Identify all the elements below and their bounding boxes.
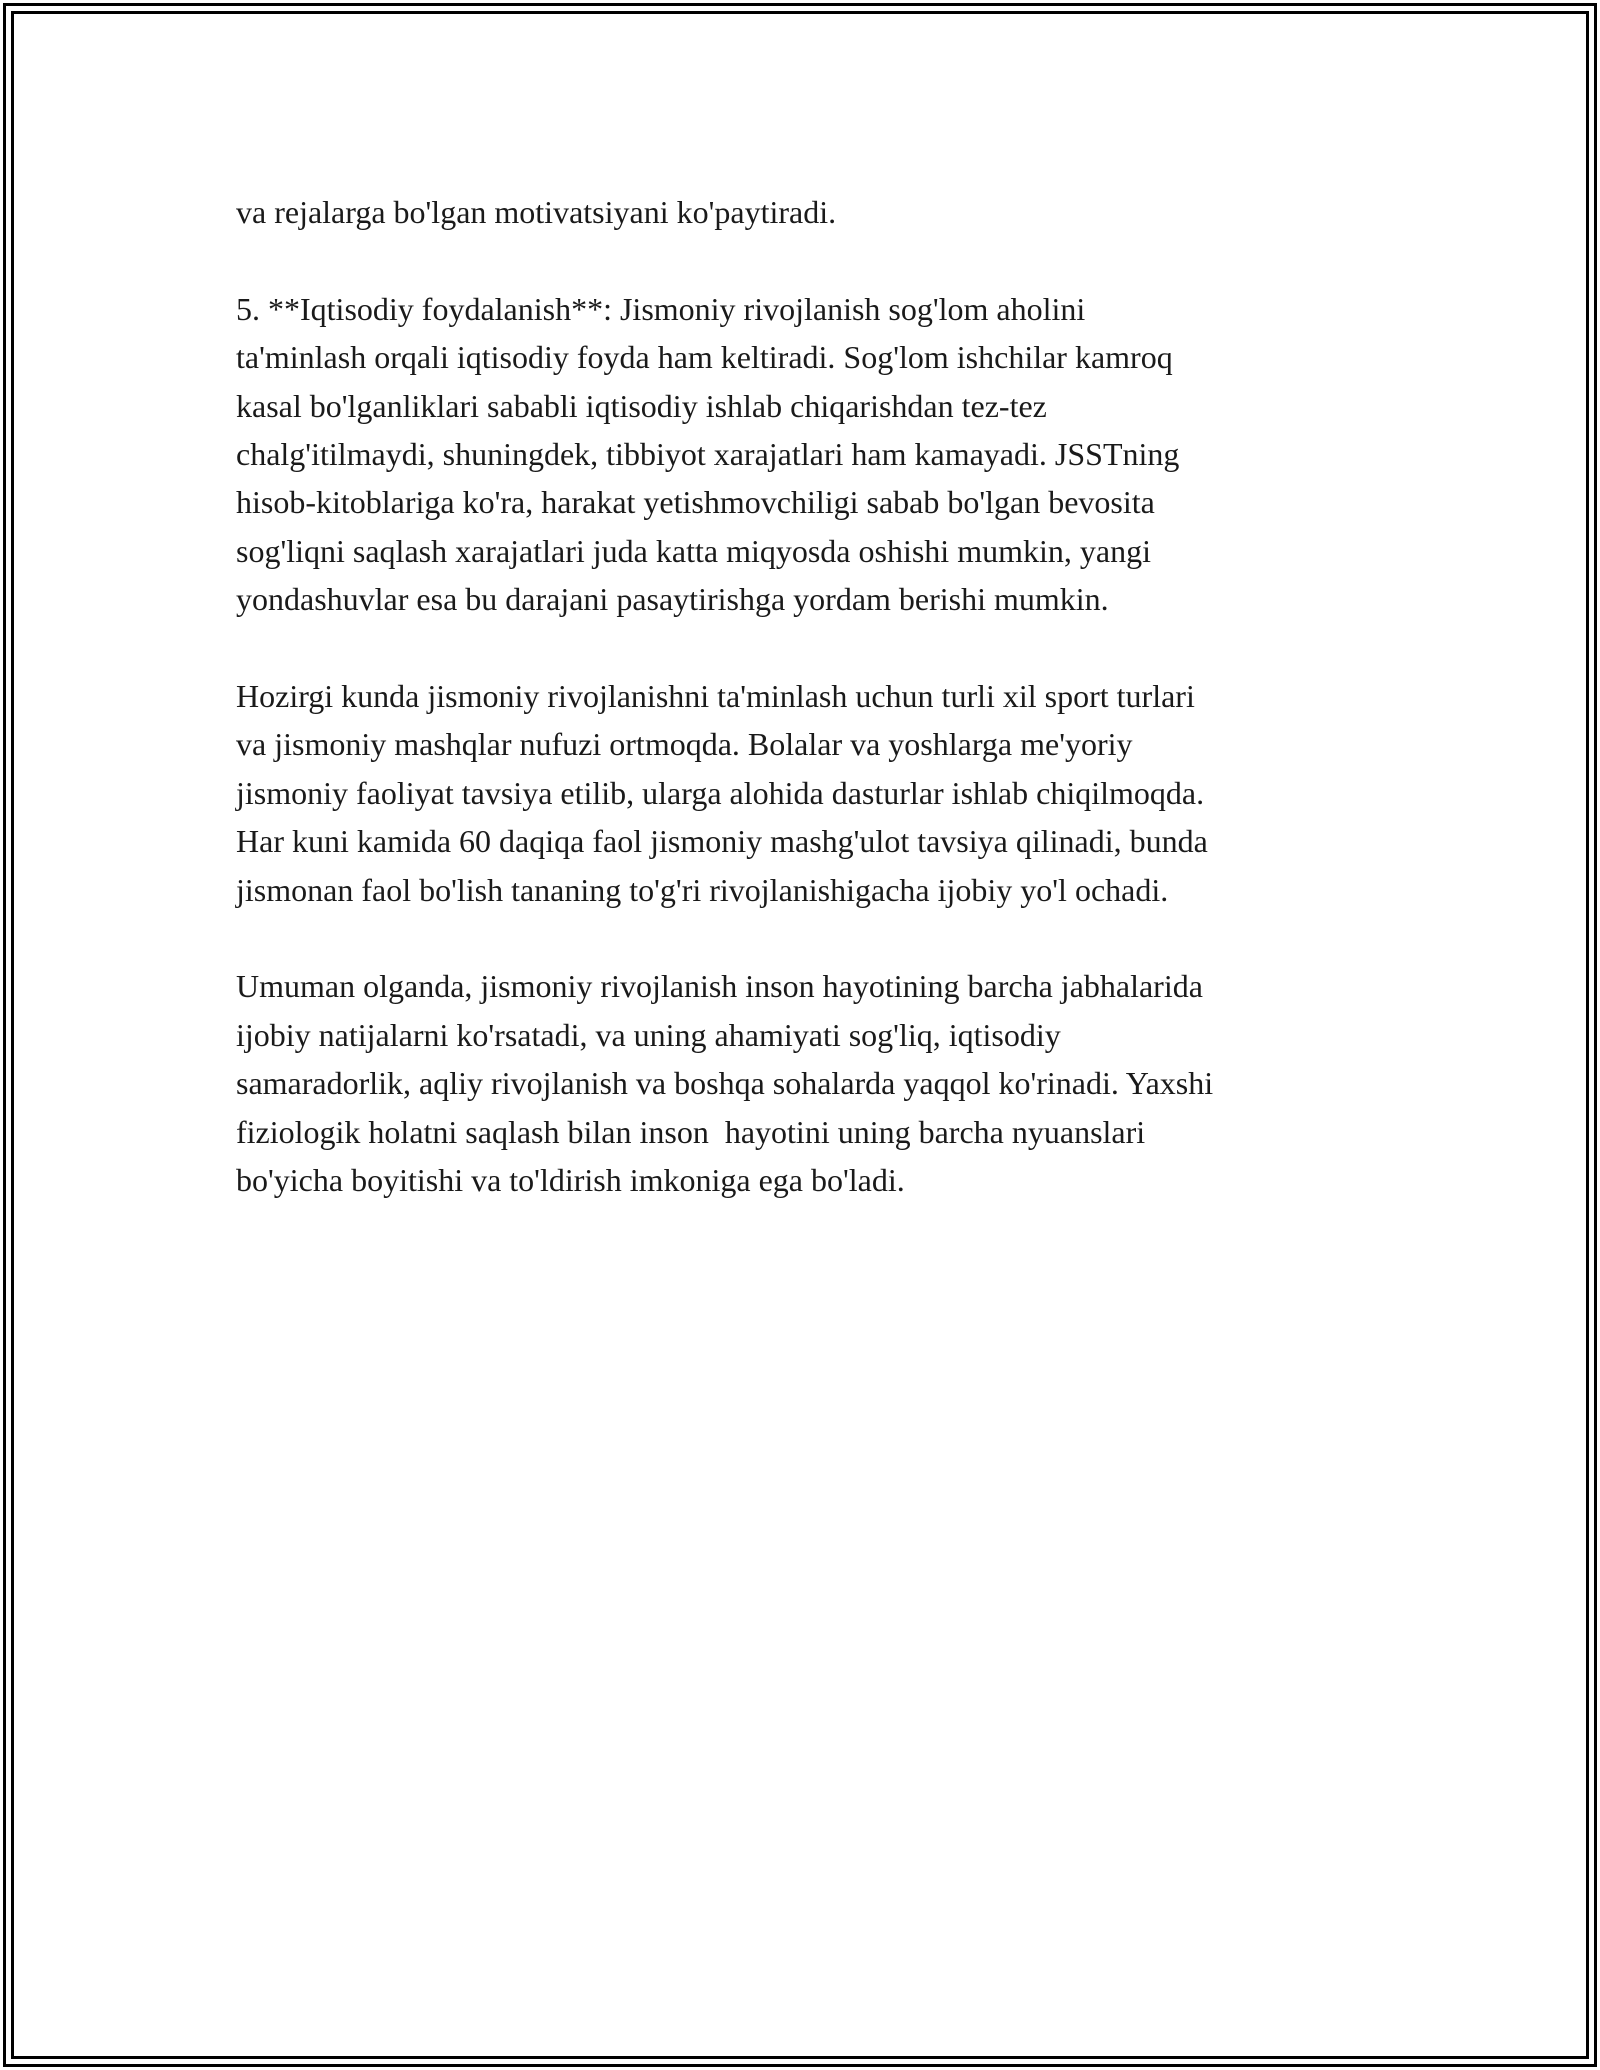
text-line: bo'yicha boyitishi va to'ldirish imkoniga ega bo'ladi. <box>236 1162 905 1199</box>
text-line: sog'liqni saqlash xarajatlari juda katta miqyosda oshishi mumkin, yangi <box>236 532 1151 569</box>
text-line: Hozirgi kunda jismoniy rivojlanishni ta'minlash uchun turli xil sport turlari <box>236 678 1195 715</box>
text-line: 5. **Iqtisodiy foydalanish**: Jismoniy rivojlanish sog'lom aholini <box>236 290 1086 327</box>
text-line: samaradorlik, aqliy rivojlanish va boshqa sohalarda yaqqol ko'rinadi. Yaxshi <box>236 1065 1214 1102</box>
text-line: ta'minlash orqali iqtisodiy foyda ham keltiradi. Sog'lom ishchilar kamroq <box>236 339 1173 376</box>
text-line: va jismoniy mashqlar nufuzi ortmoqda. Bolalar va yoshlarga me'yoriy <box>236 726 1133 763</box>
text-line: jismoniy faoliyat tavsiya etilib, ularga alohida dasturlar ishlab chiqilmoqda. <box>236 774 1205 811</box>
text-line: jismonan faol bo'lish tananing to'g'ri rivojlanishigacha ijobiy yo'l ochadi. <box>236 871 1169 908</box>
text-line: Har kuni kamida 60 daqiqa faol jismoniy mashg'ulot tavsiya qilinadi, bunda <box>236 823 1208 860</box>
text-line: fiziologik holatni saqlash bilan inson hayotini uning barcha nyuanslari <box>236 1113 1146 1150</box>
text-line: chalg'itilmaydi, shuningdek, tibbiyot xarajatlari ham kamayadi. JSSTning <box>236 436 1180 473</box>
text-line: kasal bo'lganliklari sababli iqtisodiy ishlab chiqarishdan tez-tez <box>236 387 1047 424</box>
text-line: ijobiy natijalarni ko'rsatadi, va uning ahamiyati sog'liq, iqtisodiy <box>236 1016 1061 1053</box>
text-line: Umuman olganda, jismoniy rivojlanish inson hayotining barcha jabhalarida <box>236 968 1203 1005</box>
paragraph-2 <box>236 285 1386 624</box>
paragraph-3 <box>236 672 1386 914</box>
text-line: yondashuvlar esa bu darajani pasaytirishga yordam berishi mumkin. <box>236 581 1109 618</box>
text-line: hisob-kitoblariga ko'ra, harakat yetishmovchiligi sabab bo'lgan bevosita <box>236 484 1155 521</box>
paragraph-1 <box>236 188 1386 236</box>
document-body <box>236 188 1386 1253</box>
text-line: va rejalarga bo'lgan motivatsiyani ko'paytiradi. <box>236 194 837 230</box>
paragraph-4 <box>236 962 1386 1204</box>
